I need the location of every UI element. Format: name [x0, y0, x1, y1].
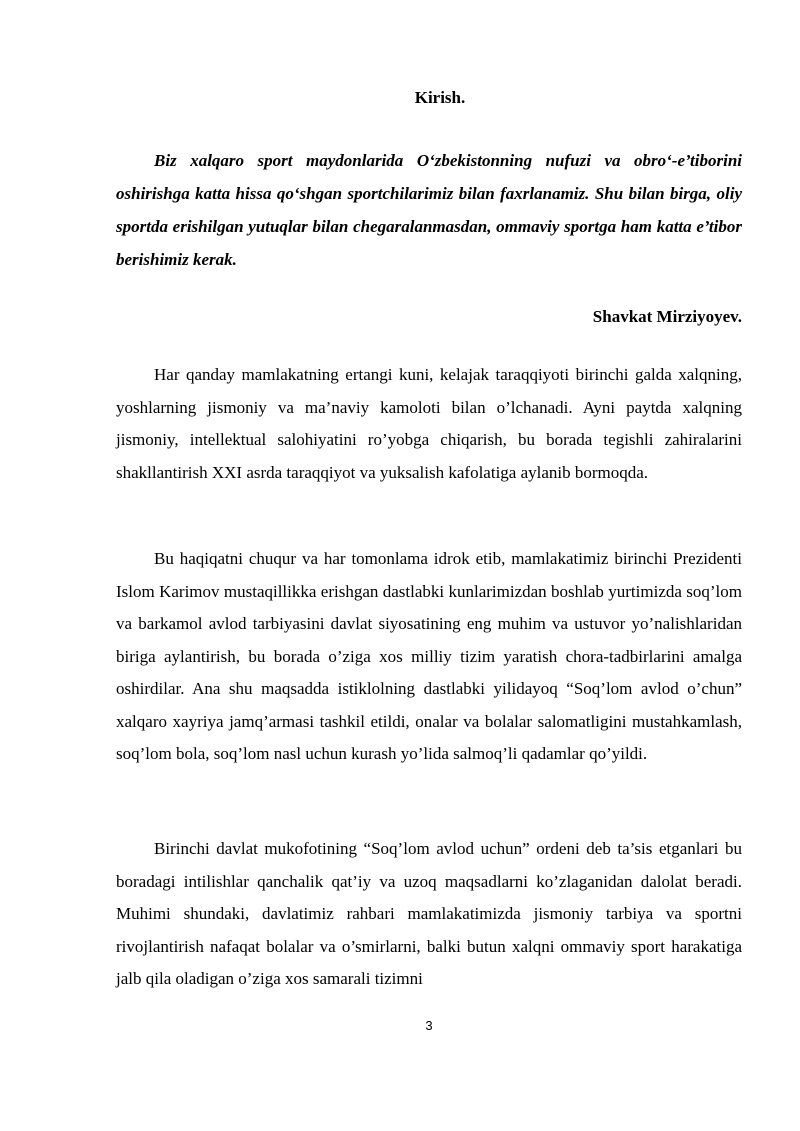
section-heading: Kirish.: [414, 88, 466, 107]
page-number: 3: [425, 1018, 433, 1033]
paragraph-2: Bu haqiqatni chuqur va har tomonlama idrok etib, mamlakatimiz birinchi Prezidenti Islom Karimov mustaqillikka erishgan dastlabki kunlarimizdan boshlab yurtimizda soq’lom va barkamol avlod tarbiyasini davlat siyosatining eng muhim va ustuvor yo’nalishlaridan biriga aylantirish, bu borada o’ziga xos milliy tizim yaratish chora-tadbirlarini amalga oshirdilar. Ana shu maqsadda istiklolning dastlabki yilidayoq “Soq’lom avlod o’chun” xalqaro xayriya jamq’armasi tashkil etildi, onalar va bolalar salomatligini mustahkamlash, soq’lom bola, soq’lom nasl uchun kurash yo’lida salmoq’li qadamlar qo’yildi.: [116, 549, 742, 763]
paragraph-1: Har qanday mamlakatning ertangi kuni, kelajak taraqqiyoti birinchi galda xalqning, yoshlarning jismoniy va ma’naviy kamoloti bilan o’lchanadi. Ayni paytda xalqning jismoniy, intellektual salohiyatini ro’yobga chiqarish, bu borada tegishli zahiralarini shakllantirish XXI asrda taraqqiyot va yuksalish kafolatiga aylanib bormoqda.: [116, 365, 742, 482]
epigraph-quote: Biz xalqaro sport maydonlarida O‘zbekistonning nufuzi va obro‘-e’tiborini oshirishga katta hissa qo‘shgan sportchilarimiz bilan faxrlanamiz. Shu bilan birga, oliy sportda erishilgan yutuqlar bilan chegaralanmasdan, ommaviy sportga ham katta e’tibor berishimiz kerak.: [116, 151, 742, 269]
epigraph-author: Shavkat Mirziyoyev.: [592, 307, 742, 326]
paragraph-3: Birinchi davlat mukofotining “Soq’lom avlod uchun” ordeni deb ta’sis etganlari bu boradagi intilishlar qanchalik qat’iy va uzoq maqsadlarni ko’zlaganidan dalolat beradi. Muhimi shundaki, davlatimiz rahbari mamlakatimizda jismoniy tarbiya va sportni rivojlantirish nafaqat bolalar va o’smirlarni, balki butun xalqni ommaviy sport harakatiga jalb qila oladigan o’ziga xos samarali tizimni: [116, 839, 742, 988]
